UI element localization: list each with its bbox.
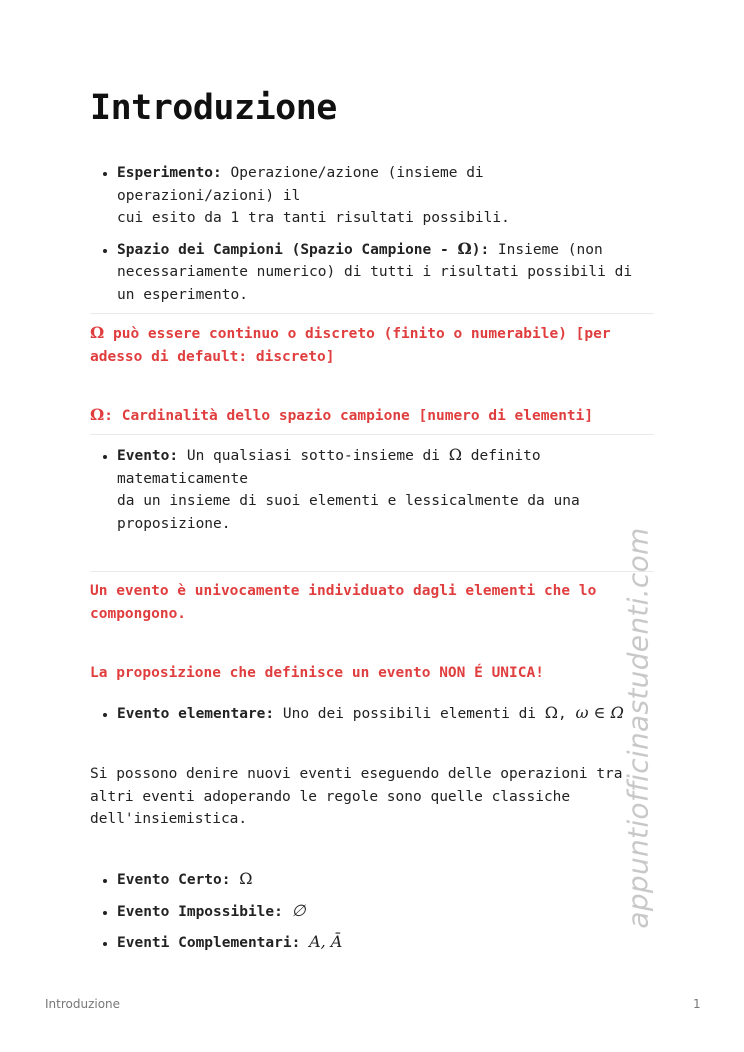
event-list [90,444,657,543]
list-item [117,931,657,955]
list-item [117,900,657,924]
divider [90,571,654,572]
special-events-list [90,868,657,963]
divider [90,313,654,314]
divider [90,434,654,435]
list-item: • Evento: Un qualsiasi sotto-insieme di Ω definito matematicamente da un insieme di suoi elementi e lessicalmente da una proposizione. [117,444,657,535]
term-label: Spazio dei Campioni (Spazio Campione - Ω): [117,238,490,258]
watermark: appuntiofficinastudenti.com [621,527,655,929]
term-label: Evento elementare: [117,706,275,722]
empty-set-symbol: ∅ [291,900,306,920]
term-label: Evento Certo: [117,872,231,888]
footer-title: Introduzione [45,997,121,1011]
definitions-list [90,162,657,314]
omega-symbol: Ω [239,869,253,888]
omega-symbol: Ω [457,238,472,258]
callout-cardinality: Ω: Cardinalità dello spazio campione [numero di elementi] [90,405,594,424]
elementary-event-list [90,702,677,734]
omega-symbol: Ω [448,445,463,464]
term-label: Eventi Complementari: [117,935,301,951]
callout-omega-continuous: Ω può essere continuo o discreto (finito o numerabile) [per adesso di default: discreto] [90,323,611,365]
omega-symbol: Ω [544,703,559,722]
term-label: Esperimento: [117,165,222,181]
callout-event-identified: Un evento è univocamente individuato dagli elementi che lo compongono. [90,583,597,622]
list-item: • Spazio dei Campioni (Spazio Campione - Ω): Insieme (non necessariamente numerico) di tutti i risultati possibili di un esperimento. [117,238,657,307]
term-label: Evento Impossibile: [117,903,283,920]
math-expression: ω ∈ Ω [575,703,624,722]
term-label: Evento: [117,448,179,464]
complement-symbol: A, Ā [309,932,343,951]
callout-proposition: La proposizione che definisce un evento NON É UNICA! [90,665,544,681]
list-item: • Evento elementare: Uno dei possibili elementi di Ω, ω ∈ Ω [117,702,677,726]
list-item: • Esperimento: Operazione/azione (insieme di operazioni/azioni) il cui esito da 1 tra tanti risultati possibili. [117,162,657,230]
list-item [117,868,657,892]
operations-paragraph: Si possono denire nuovi eventi eseguendo delle operazioni tra altri eventi adoperando le regole sono quelle classiche dell'insiemistica. [90,766,623,827]
page-number: 1 [693,997,701,1011]
page-title: Introduzione [90,88,337,128]
